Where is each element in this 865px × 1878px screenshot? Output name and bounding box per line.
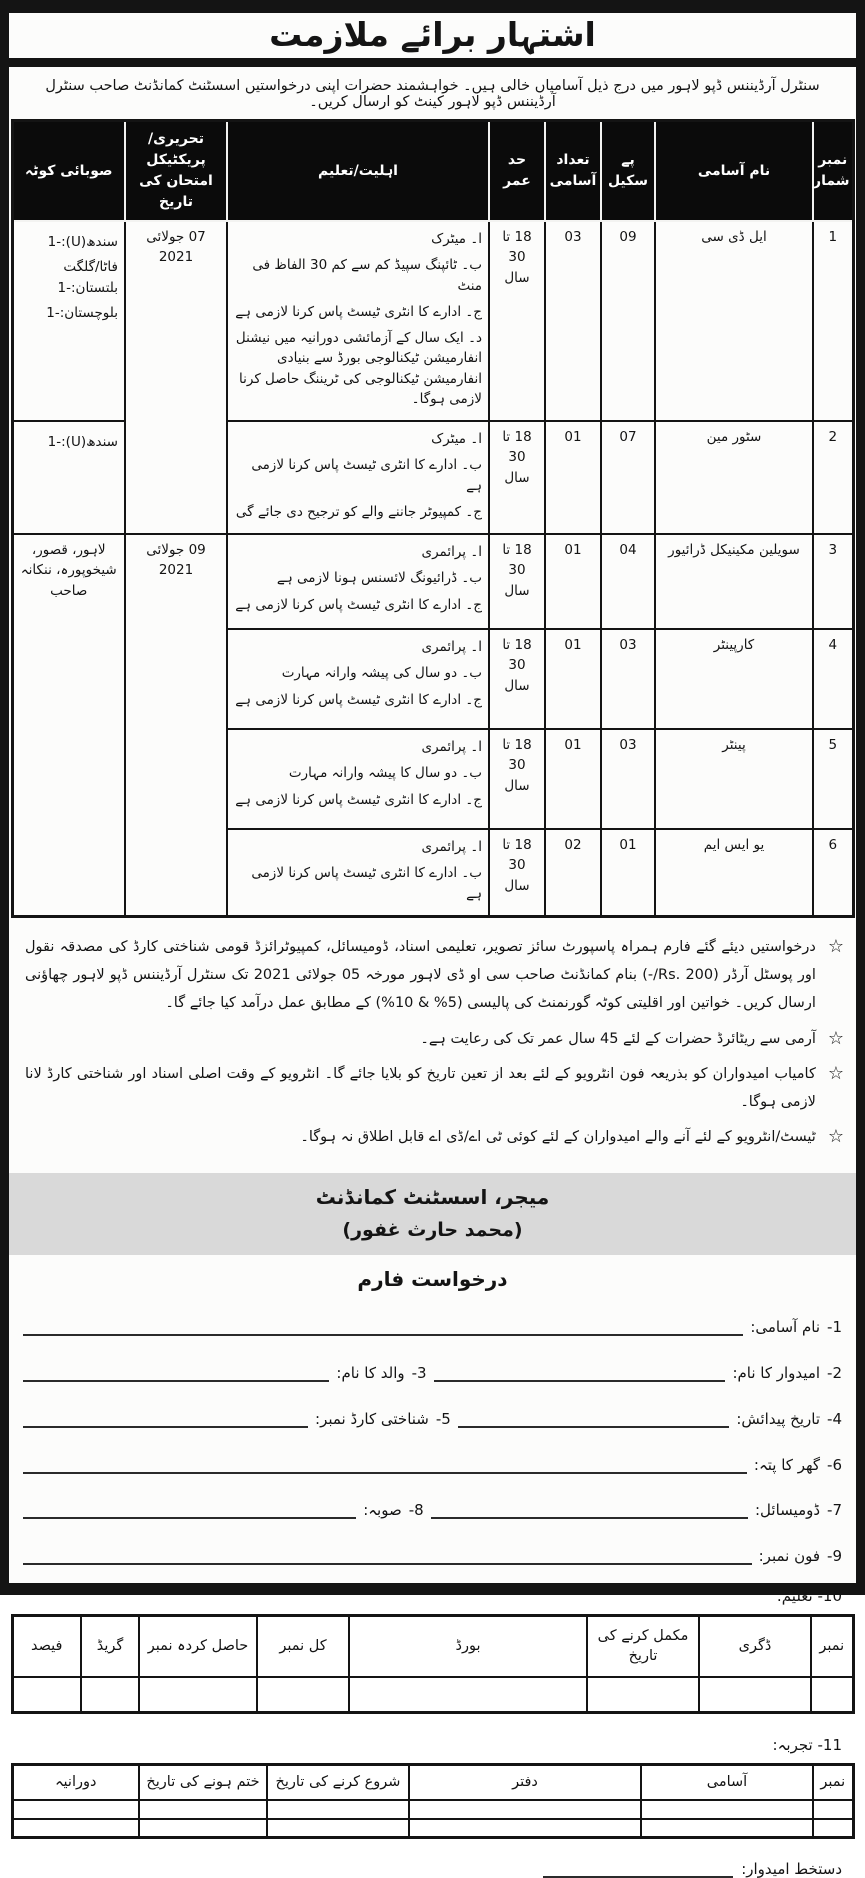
age-range: 18 تا 30: [502, 542, 532, 579]
blank-cell: [813, 1800, 853, 1819]
age-limit-cell: [489, 729, 545, 829]
field-label: فون نمبر:: [758, 1547, 821, 1566]
form-field-phone-number: [23, 1546, 842, 1565]
col-header-pay-scale: پے سکیل: [601, 121, 655, 222]
blank-cell: [12, 1677, 81, 1713]
field-label: والد کا نام:: [336, 1364, 405, 1383]
field-label: ڈومیسائل:: [755, 1501, 821, 1520]
field-number: 10-: [817, 1587, 842, 1606]
post-name-cell: یو ایس ایم: [655, 829, 813, 916]
edu-col-board: بورڈ: [349, 1616, 587, 1677]
star-icon: ☆: [827, 935, 844, 957]
field-label: امیدوار کا نام:: [732, 1364, 821, 1383]
eligibility-item: د۔ ایک سال کے آزمائشی دورانیہ میں نیشنل انفارمیشن ٹیکنالوجی بورڈ سے بنیادی انفارمیشن ٹیکنالوجی کی ٹریننگ حاصل کرنا لازمی ہوگا۔: [235, 330, 482, 407]
field-number: 4-: [827, 1409, 842, 1428]
note-text: کامیاب امیدواران کو بذریعہ فون انٹرویو کے لئے بعد از تعین تاریخ کو بلایا جائے گا۔ انٹرویو کے وقت اصلی اسناد اور شناختی کارڈ لانا لازمی ہوگا۔: [25, 1065, 816, 1111]
field-number: 9-: [827, 1547, 842, 1566]
pay-scale-cell: 04: [601, 534, 655, 629]
post-name-cell: پینٹر: [655, 729, 813, 829]
blank-write-line: [23, 1409, 308, 1428]
exam-date-cell: 07 جولائی 2021: [125, 221, 227, 534]
eligibility-item: ج۔ ادارے کا انٹری ٹیسٹ پاس کرنا لازمی ہے: [235, 691, 482, 708]
table-row: [12, 534, 853, 629]
post-name-cell: کارپینٹر: [655, 629, 813, 729]
blank-write-line: [543, 1859, 733, 1878]
blank-write-line: [434, 1363, 726, 1382]
edu-col-percentage: فیصد: [12, 1616, 81, 1677]
blank-write-line: [431, 1501, 748, 1520]
form-field-home-address: [23, 1455, 842, 1474]
blank-cell: [641, 1819, 813, 1838]
serial-cell: 4: [813, 629, 853, 729]
age-limit-cell: [489, 829, 545, 916]
blank-cell: [813, 1819, 853, 1838]
exam-date-cell: 09 جولائی 2021: [125, 534, 227, 916]
field-label: گھر کا پتہ:: [753, 1455, 821, 1474]
exp-col-start-date: شروع کرنے کی تاریخ: [267, 1765, 409, 1800]
education-blank-row: [12, 1677, 853, 1713]
edu-col-total-marks: کل نمبر: [257, 1616, 349, 1677]
field-label: شناختی کارڈ نمبر:: [315, 1409, 429, 1428]
edu-col-grade: گریڈ: [81, 1616, 139, 1677]
notes-section: [9, 922, 856, 1165]
blank-cell: [267, 1800, 409, 1819]
eligibility-item: ج۔ ادارے کا انٹری ٹیسٹ پاس کرنا لازمی ہے: [235, 303, 482, 320]
top-border-bar: [9, 0, 856, 13]
form-field-candidate-father-name: [23, 1363, 842, 1382]
exp-col-office: دفتر: [409, 1765, 641, 1800]
form-field-domicile-province: [23, 1501, 842, 1520]
eligibility-item: ا۔ پرائمری: [421, 544, 482, 560]
form-field-dob-cnic: [23, 1409, 842, 1428]
serial-cell: 2: [813, 421, 853, 534]
eligibility-cell: [227, 421, 489, 534]
eligibility-item: ب۔ دو سال کا پیشہ وارانہ مہارت: [288, 765, 482, 782]
blank-cell: [409, 1800, 641, 1819]
age-range: 18 تا 30: [502, 637, 532, 674]
note-item: [25, 1025, 844, 1053]
age-range: 18 تا 30: [502, 229, 532, 266]
eligibility-item: ب۔ ادارے کا انٹری ٹیسٹ پاس کرنا لازمی ہے: [251, 865, 482, 902]
star-icon: ☆: [827, 1027, 844, 1049]
form-field-post-name: [23, 1318, 842, 1337]
pay-scale-cell: 09: [601, 221, 655, 421]
blank-write-line: [23, 1546, 752, 1565]
blank-write-line: [23, 1363, 329, 1382]
eligibility-cell: [227, 221, 489, 421]
serial-cell: 1: [813, 221, 853, 421]
experience-blank-row: [12, 1819, 853, 1838]
vacancies-cell: 01: [545, 729, 601, 829]
blank-cell: [267, 1819, 409, 1838]
field-number: 3-: [411, 1364, 427, 1383]
note-item: [25, 933, 844, 1018]
star-icon: ☆: [827, 1062, 844, 1084]
exp-col-end-date: ختم ہونے کی تاریخ: [139, 1765, 267, 1800]
eligibility-item: ج۔ کمپیوٹر جاننے والے کو ترجیح دی جائے گی: [235, 503, 482, 520]
age-limit-cell: [489, 421, 545, 534]
serial-cell: 5: [813, 729, 853, 829]
eligibility-item: ا۔ پرائمری: [421, 639, 482, 655]
application-form-fields: [9, 1318, 856, 1566]
eligibility-item: ب۔ دو سال کی پیشہ وارانہ مہارت: [281, 665, 482, 682]
title-band: [9, 13, 856, 58]
note-text: درخواستیں دیئے گئے فارم ہمراہ پاسپورٹ سائز تصویر، تعلیمی اسناد، ڈومیسائل، کمپیوٹرائزڈ قومی شناختی کارڈ کی مصدقہ نقول اور پوسٹل آرڈر (Rs. 200/-) بنام کمانڈنٹ صاحب سی او ڈی لاہور مورخہ 05 جولائی 2021 تک سنٹرل آرڈیننس ڈپو لاہور چھاؤنی ارسال کریں۔ خواتین اور اقلیتی کوٹہ گورنمنٹ کی پالیسی (5% & 10%) کے مطابق عمل درآمد کیا جائے گا۔: [25, 938, 816, 1012]
age-range: 18 تا 30: [502, 429, 532, 466]
field-number: 7-: [827, 1501, 842, 1520]
candidate-signature-row: [23, 1859, 842, 1878]
blank-cell: [811, 1677, 853, 1713]
jobs-table: [11, 119, 855, 918]
field-label: تاریخ پیدائش:: [736, 1409, 821, 1428]
vacancies-cell: 01: [545, 629, 601, 729]
quota-item: سندھ(U):-1: [47, 234, 118, 250]
edu-col-completion-date: مکمل کرنے کی تاریخ: [587, 1616, 699, 1677]
age-unit: سال: [504, 582, 530, 599]
education-section-label: [9, 1587, 856, 1605]
education-header-row: [12, 1616, 853, 1677]
age-unit: سال: [504, 877, 530, 894]
eligibility-cell: [227, 829, 489, 916]
col-header-exam-date: تحریری/پریکٹیکل امتحان کی تاریخ: [125, 121, 227, 222]
field-number: 8-: [408, 1501, 424, 1520]
exp-col-duration: دورانیہ: [12, 1765, 139, 1800]
blank-cell: [641, 1800, 813, 1819]
eligibility-item: ا۔ میٹرک: [431, 431, 482, 447]
field-number: 6-: [827, 1455, 842, 1474]
vacancies-cell: 01: [545, 421, 601, 534]
quota-cell: [12, 221, 125, 421]
blank-write-line: [23, 1501, 356, 1520]
application-form-title: درخواست فارم: [357, 1266, 508, 1291]
blank-cell: [587, 1677, 699, 1713]
col-header-vacancies: تعداد آسامی: [545, 121, 601, 222]
eligibility-cell: [227, 629, 489, 729]
pay-scale-cell: 07: [601, 421, 655, 534]
blank-cell: [12, 1819, 139, 1838]
eligibility-item: ا۔ پرائمری: [421, 739, 482, 755]
page-title: اشتہار برائے ملازمت: [269, 15, 596, 54]
age-range: 18 تا 30: [502, 837, 532, 874]
eligibility-item: ب۔ ٹائپنگ سپیڈ کم سے کم 30 الفاظ فی منٹ: [252, 257, 482, 294]
blank-cell: [139, 1819, 267, 1838]
field-label: تجربہ:: [772, 1736, 813, 1755]
table-row: [12, 221, 853, 421]
jobs-table-header-row: [12, 121, 853, 222]
quota-item: بلوچستان:-1: [46, 304, 118, 321]
age-limit-cell: [489, 534, 545, 629]
experience-header-row: [12, 1765, 853, 1800]
age-unit: سال: [504, 677, 530, 694]
candidate-signature-label: دستخط امیدوار:: [741, 1859, 842, 1878]
blank-cell: [139, 1677, 257, 1713]
note-item: [25, 1060, 844, 1117]
age-limit-cell: [489, 221, 545, 421]
post-name-cell: ایل ڈی سی: [655, 221, 813, 421]
post-name-cell: سٹور مین: [655, 421, 813, 534]
blank-cell: [257, 1677, 349, 1713]
blank-write-line: [23, 1455, 747, 1474]
age-unit: سال: [504, 469, 530, 486]
age-unit: سال: [504, 269, 530, 286]
vacancies-cell: 02: [545, 829, 601, 916]
field-label: صوبہ:: [363, 1501, 402, 1520]
field-label: نام آسامی:: [750, 1318, 821, 1337]
eligibility-item: ب۔ ادارے کا انٹری ٹیسٹ پاس کرنا لازمی ہے: [251, 457, 482, 494]
edu-col-obtained-marks: حاصل کردہ نمبر: [139, 1616, 257, 1677]
col-header-age-limit: حد عمر: [489, 121, 545, 222]
title-underline-bar: [9, 58, 856, 67]
col-header-quota: صوبائی کوٹہ: [12, 121, 125, 222]
eligibility-cell: [227, 534, 489, 629]
eligibility-item: ج۔ ادارے کا انٹری ٹیسٹ پاس کرنا لازمی ہے: [235, 596, 482, 613]
note-text: ٹیسٹ/انٹرویو کے لئے آنے والے امیدواران کے لئے کوئی ٹی اے/ڈی اے قابل اطلاق نہ ہوگا۔: [300, 1129, 816, 1146]
pay-scale-cell: 03: [601, 729, 655, 829]
serial-cell: 6: [813, 829, 853, 916]
officer-designation: میجر، اسسٹنٹ کمانڈنٹ: [315, 1184, 550, 1209]
field-number: 2-: [827, 1364, 842, 1383]
eligibility-item: ج۔ ادارے کا انٹری ٹیسٹ پاس کرنا لازمی ہے: [235, 791, 482, 808]
age-range: 18 تا 30: [502, 737, 532, 774]
vacancies-cell: 03: [545, 221, 601, 421]
col-header-eligibility: اہلیت/تعلیم: [227, 121, 489, 222]
field-label: تعلیم:: [776, 1587, 813, 1606]
blank-cell: [699, 1677, 811, 1713]
experience-blank-row: [12, 1800, 853, 1819]
col-header-post: نام آسامی: [655, 121, 813, 222]
quota-item: سندھ(U):-1: [47, 434, 118, 450]
age-unit: سال: [504, 777, 530, 794]
post-name-cell: سویلین مکینیکل ڈرائیور: [655, 534, 813, 629]
blank-cell: [139, 1800, 267, 1819]
eligibility-item: ب۔ ڈرائیونگ لائسنس ہونا لازمی ہے: [276, 570, 482, 587]
pay-scale-cell: 01: [601, 829, 655, 916]
serial-cell: 3: [813, 534, 853, 629]
eligibility-item: ا۔ پرائمری: [421, 839, 482, 855]
edu-col-number: نمبر: [811, 1616, 853, 1677]
age-limit-cell: [489, 629, 545, 729]
experience-section-label: [9, 1736, 856, 1754]
experience-table: [11, 1763, 855, 1839]
exp-col-number: نمبر: [813, 1765, 853, 1800]
quota-item: فاٹا/گلگت بلتستان:-1: [57, 259, 118, 296]
pay-scale-cell: 03: [601, 629, 655, 729]
note-item: [25, 1123, 844, 1151]
eligibility-cell: [227, 729, 489, 829]
star-icon: ☆: [827, 1126, 844, 1148]
officer-signature-band: [9, 1173, 856, 1255]
eligibility-item: ا۔ میٹرک: [431, 231, 482, 247]
intro-text: سنٹرل آرڈیننس ڈپو لاہور میں درج ذیل آسامیاں خالی ہیں۔ خواہشمند حضرات اپنی درخواستیں اسسٹنٹ کمانڈنٹ صاحب سنٹرل آرڈیننس ڈپو لاہور کینٹ کو ارسال کریں۔: [45, 78, 820, 110]
col-header-serial: نمبر شمار: [813, 121, 853, 222]
vacancies-cell: 01: [545, 534, 601, 629]
blank-cell: [349, 1677, 587, 1713]
blank-cell: [409, 1819, 641, 1838]
field-number: 11-: [817, 1736, 842, 1755]
exp-col-post: آسامی: [641, 1765, 813, 1800]
officer-name: (محمد حارث غفور): [342, 1218, 523, 1241]
field-number: 5-: [435, 1409, 451, 1428]
note-text: آرمی سے ریٹائرڈ حضرات کے لئے 45 سال عمر تک کی رعایت ہے۔: [420, 1030, 816, 1047]
quota-cell: لاہور، قصور، شیخوپورہ، ننکانہ صاحب: [12, 534, 125, 916]
blank-cell: [81, 1677, 139, 1713]
blank-write-line: [458, 1409, 729, 1428]
quota-cell: [12, 421, 125, 534]
blank-cell: [12, 1800, 139, 1819]
blank-write-line: [23, 1318, 743, 1337]
education-table: [11, 1614, 855, 1714]
field-number: 1-: [827, 1318, 842, 1337]
edu-col-degree: ڈگری: [699, 1616, 811, 1677]
